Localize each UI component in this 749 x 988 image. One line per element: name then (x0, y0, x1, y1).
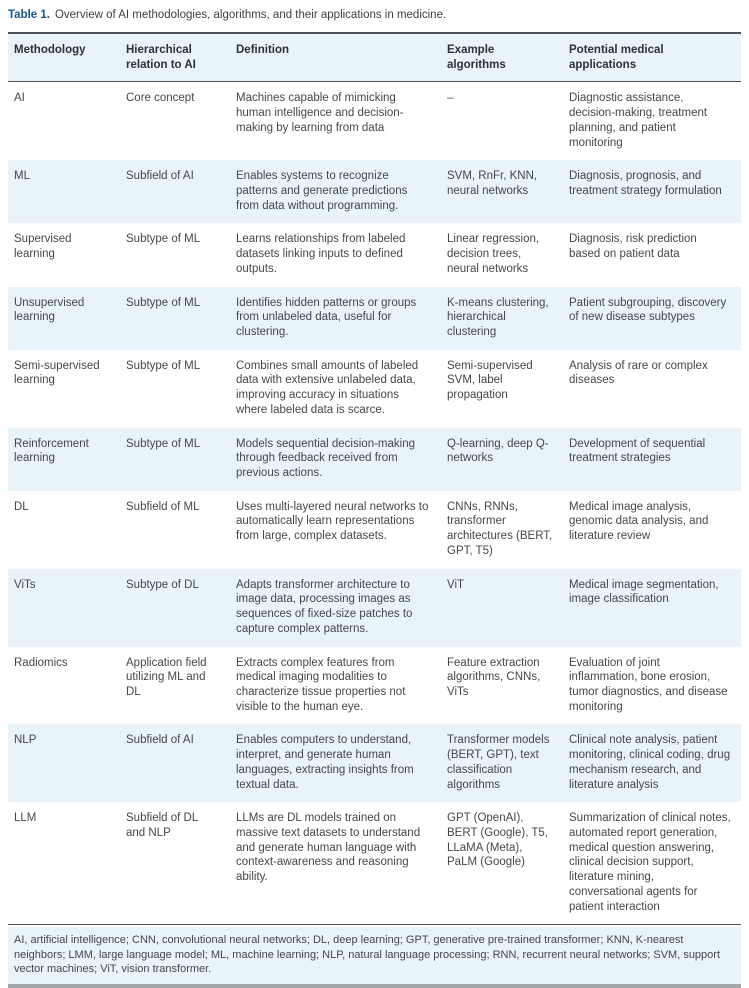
cell-applications: Medical image segmentation, image classification (563, 569, 741, 647)
cell-algorithms: Transformer models (BERT, GPT), text classification algorithms (441, 724, 563, 802)
table-caption-text: Overview of AI methodologies, algorithms, and their applications in medicine. (54, 9, 447, 21)
table-row (8, 802, 741, 925)
cell-algorithms: Q-learning, deep Q-networks (441, 428, 563, 491)
cell-definition: Machines capable of mimicking human intelligence and decision-making by learning from data (236, 92, 404, 134)
col-header-applications: Potential medical applications (563, 33, 741, 82)
cell-definition: Uses multi-layered neural networks to automatically learn representations from large, complex datasets. (236, 500, 429, 543)
cell-relation: Subtype of ML (126, 359, 201, 372)
cell-definition: Models sequential decision-making through feedback received from previous actions. (230, 428, 441, 491)
cell-algorithms: Linear regression, decision trees, neural networks (447, 233, 540, 275)
cell-applications: Analysis of rare or complex diseases (569, 359, 708, 387)
cell-applications: Clinical note analysis, patient monitoring, clinical coding, drug mechanism research, and literature analysis (563, 724, 741, 802)
cell-methodology: ML (8, 160, 120, 223)
col-header-methodology: Methodology (8, 33, 120, 82)
table-caption-label: Table 1. (8, 9, 50, 21)
cell-algorithms: SVM, RnFr, KNN, neural networks (441, 160, 563, 223)
table-footnote: AI, artificial intelligence; CNN, convolutional neural networks; DL, deep learning; GPT, generative pre-trained transformer; KNN, K-nearest neighbors; LMM, large language model; ML, machine learning; NLP, natural language processing; RNN, recurrent neural networks; SVM, support vector machines; ViT, vision transformer. (8, 927, 741, 988)
table-row (8, 724, 741, 802)
cell-applications: Summarization of clinical notes, automated report generation, medical question answering, clinical decision support, literature mining, conversational agents for patient interaction (569, 812, 731, 913)
table-row (8, 160, 741, 223)
cell-definition: Combines small amounts of labeled data with extensive unlabeled data, improving accuracy in situations where labeled data is scarce. (236, 359, 419, 416)
cell-methodology: Semi-supervised learning (14, 359, 100, 387)
cell-methodology: LLM (14, 812, 37, 825)
table-row (8, 82, 741, 160)
cell-algorithms: Feature extraction algorithms, CNNs, ViTs (447, 656, 541, 698)
cell-relation: Subtype of ML (120, 428, 230, 491)
col-header-relation: Hierarchical relation to AI (120, 33, 230, 82)
table-row (8, 287, 741, 350)
cell-applications: Diagnostic assistance, decision-making, treatment planning, and patient monitoring (569, 92, 708, 149)
cell-algorithms: CNNs, RNNs, transformer architectures (BERT, GPT, T5) (447, 500, 553, 557)
cell-methodology: AI (14, 92, 25, 105)
table-row (8, 223, 741, 286)
cell-applications: Medical image analysis, genomic data analysis, and literature review (569, 500, 709, 543)
cell-methodology: Reinforcement learning (8, 428, 120, 491)
cell-relation: Subtype of ML (126, 233, 201, 246)
cell-methodology: ViTs (8, 569, 120, 647)
cell-algorithms: Semi-supervised SVM, label propagation (447, 359, 533, 402)
cell-relation: Subtype of DL (120, 569, 230, 647)
cell-definition: Learns relationships from labeled datasets linking inputs to defined outputs. (236, 233, 406, 275)
col-header-algorithms: Example algorithms (441, 33, 563, 82)
cell-relation: Subfield of DL and NLP (126, 812, 198, 839)
table-caption (8, 8, 741, 23)
cell-definition: Enables systems to recognize patterns and generate predictions from data without programming. (230, 160, 441, 223)
cell-algorithms: GPT (OpenAI), BERT (Google), T5, LLaMA (Meta), PaLM (Google) (447, 812, 548, 869)
cell-definition: LLMs are DL models trained on massive text datasets to understand and generate human language with context-awareness and reasoning ability. (236, 812, 421, 884)
cell-algorithms: K-means clustering, hierarchical clustering (441, 287, 563, 350)
cell-algorithms: ViT (441, 569, 563, 647)
table-row (8, 350, 741, 428)
ai-methodologies-table (8, 32, 741, 925)
cell-methodology: DL (14, 500, 29, 513)
cell-relation: Subtype of ML (120, 287, 230, 350)
table-row (8, 569, 741, 647)
cell-algorithms: – (447, 92, 454, 105)
cell-methodology: Unsupervised learning (8, 287, 120, 350)
cell-definition: Adapts transformer architecture to image data, processing images as sequences of fixed-size patches to capture complex patterns. (230, 569, 441, 647)
cell-relation: Core concept (126, 92, 195, 105)
cell-applications: Diagnosis, prognosis, and treatment strategy formulation (563, 160, 741, 223)
cell-methodology: Radiomics (14, 656, 68, 669)
table-row (8, 491, 741, 569)
cell-methodology: Supervised learning (14, 233, 72, 261)
cell-applications: Patient subgrouping, discovery of new disease subtypes (563, 287, 741, 350)
cell-applications: Diagnosis, risk prediction based on patient data (569, 233, 697, 261)
cell-relation: Subfield of AI (120, 160, 230, 223)
table-row (8, 647, 741, 725)
cell-methodology: NLP (8, 724, 120, 802)
cell-applications: Development of sequential treatment strategies (563, 428, 741, 491)
cell-definition: Identifies hidden patterns or groups from unlabeled data, useful for clustering. (230, 287, 441, 350)
table-row (8, 428, 741, 491)
cell-definition: Extracts complex features from medical imaging modalities to characterize tissue properties not visible to the human eye. (236, 656, 406, 713)
cell-relation: Subfield of ML (126, 500, 200, 513)
col-header-definition: Definition (230, 33, 441, 82)
header-row (8, 33, 741, 82)
cell-definition: Enables computers to understand, interpret, and generate human languages, extracting insights from textual data. (230, 724, 441, 802)
cell-relation: Subfield of AI (120, 724, 230, 802)
cell-relation: Application field utilizing ML and DL (126, 656, 207, 698)
cell-applications: Evaluation of joint inflammation, bone erosion, tumor diagnostics, and disease monitoring (569, 656, 728, 713)
